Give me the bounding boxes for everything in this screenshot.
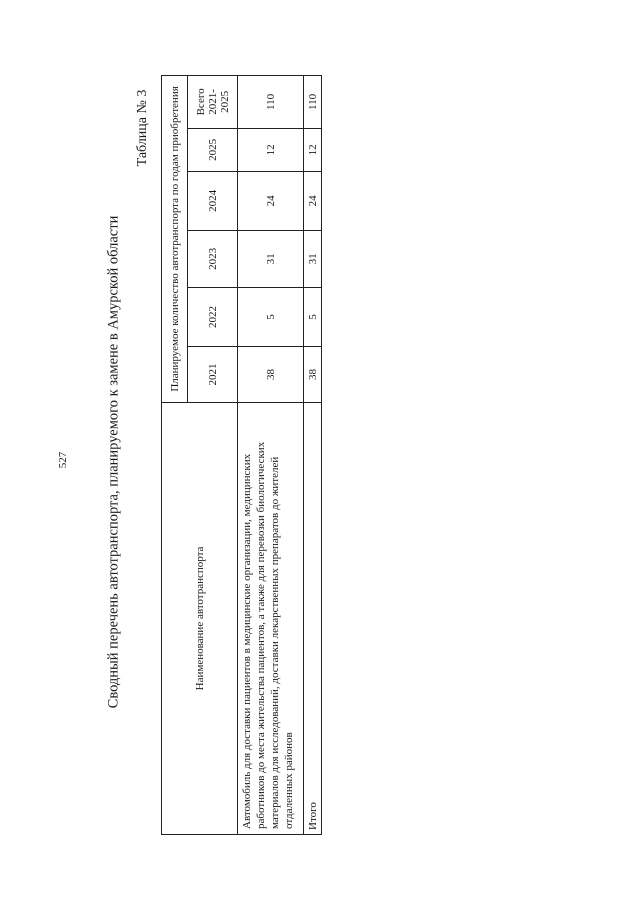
header-total: Всего 2021-2025	[188, 76, 238, 129]
header-year: 2024	[188, 171, 238, 230]
header-year: 2021	[188, 346, 238, 402]
value-cell: 12	[238, 128, 304, 171]
grand-total-cell: 110	[304, 76, 322, 129]
header-year: 2025	[188, 128, 238, 171]
document-title: Сводный перечень автотранспорта, планируемого к замене в Амурской области	[105, 215, 122, 709]
table-label: Таблица № 3	[135, 89, 150, 167]
page-number: 527	[57, 451, 69, 469]
header-vehicle-name: Наименование автотранспорта	[162, 402, 238, 834]
value-cell: 31	[238, 230, 304, 287]
vehicle-name-cell: Автомобиль для доставки пациентов в медицинские организации, медицинских работников до места жительства пациентов, а также для перевозки биологических материалов для исследований, доставки лекарственных препаратов до жителей отдаленных районов	[238, 402, 304, 834]
header-planned-quantity: Планируемое количество автотранспорта по годам приобретения	[162, 76, 188, 403]
total-value-cell: 24	[304, 171, 322, 230]
total-row	[304, 76, 322, 835]
total-value-cell: 31	[304, 230, 322, 287]
total-label: Итого	[304, 402, 322, 834]
value-cell: 24	[238, 171, 304, 230]
total-value-cell: 38	[304, 346, 322, 402]
header-year: 2023	[188, 230, 238, 287]
total-value-cell: 5	[304, 287, 322, 346]
header-year: 2022	[188, 287, 238, 346]
vehicle-table	[161, 75, 322, 835]
table-container	[161, 75, 321, 835]
value-cell: 5	[238, 287, 304, 346]
total-value-cell: 12	[304, 128, 322, 171]
table-row	[238, 76, 304, 835]
value-cell: 38	[238, 346, 304, 402]
row-total-cell: 110	[238, 76, 304, 129]
